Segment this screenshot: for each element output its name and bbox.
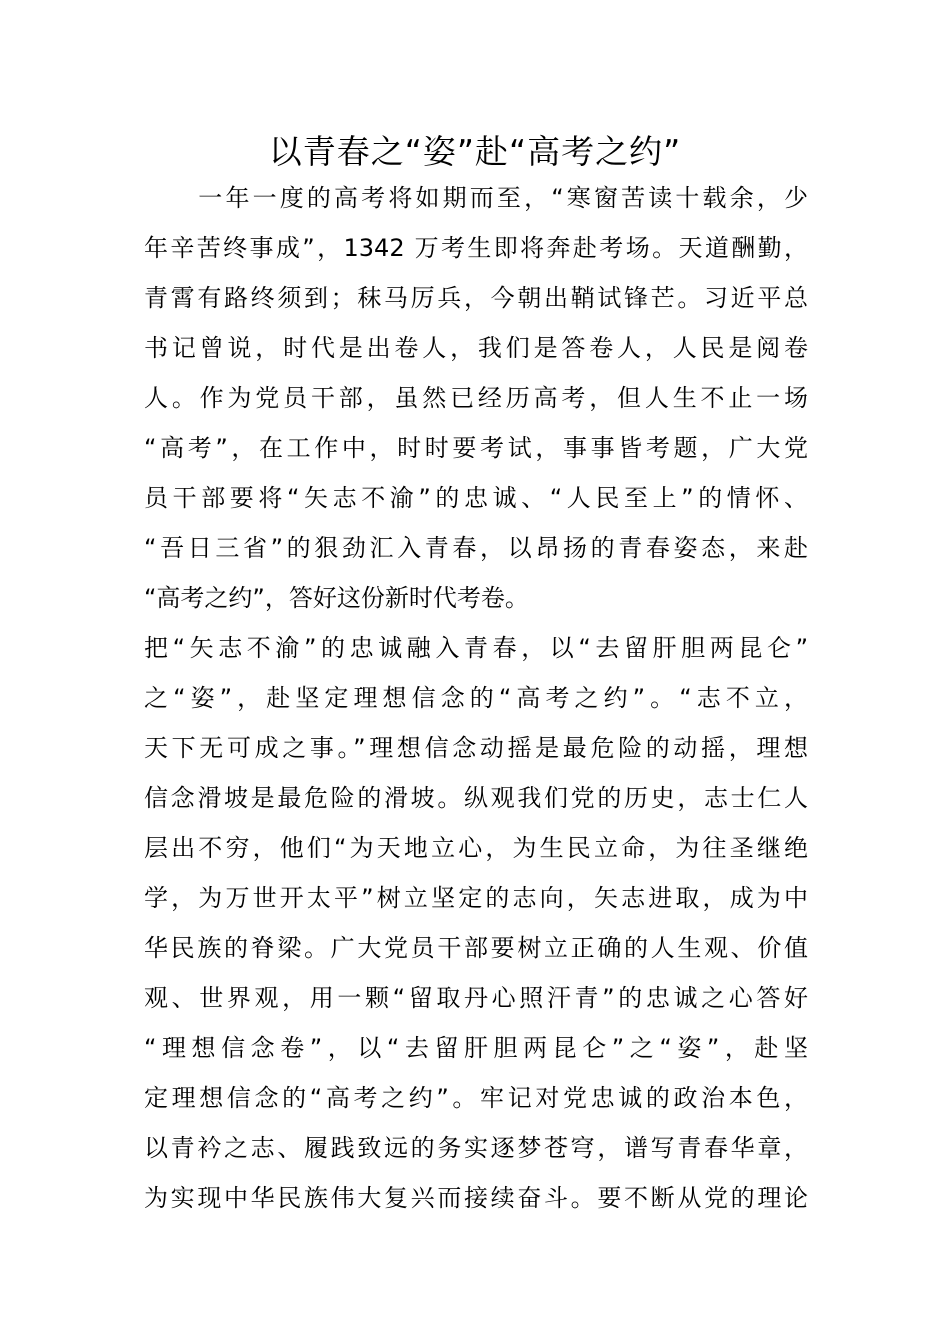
text-line: 之“姿”，赴坚定理想信念的“高考之约”。“志不立， [144, 684, 808, 712]
text-line: 青霄有路终须到；秣马厉兵，今朝出鞘试锋芒。习近平总 [144, 284, 808, 312]
text-line: 观、世界观，用一颗“留取丹心照汗青”的忠诚之心答好 [144, 984, 808, 1012]
text-line: 人。作为党员干部，虽然已经历高考，但人生不止一场 [144, 384, 808, 412]
text-line: “高考之约”，答好这份新时代考卷。 [144, 584, 529, 612]
text-line: 为实现中华民族伟大复兴而接续奋斗。要不断从党的理论 [144, 1184, 808, 1212]
text-line: 天下无可成之事。”理想信念动摇是最危险的动摇，理想 [144, 734, 808, 762]
text-line: 一年一度的高考将如期而至，“寒窗苦读十载余，少 [144, 184, 808, 212]
text-line: “高考”，在工作中，时时要考试，事事皆考题，广大党 [144, 434, 808, 462]
text-line: 信念滑坡是最危险的滑坡。纵观我们党的历史，志士仁人 [144, 784, 808, 812]
document-title: 以青春之“姿”赴“高考之约” [268, 132, 682, 171]
text-line: 以青衿之志、履践致远的务实逐梦苍穹，谱写青春华章， [144, 1134, 808, 1162]
text-line: 把“矢志不渝”的忠诚融入青春，以“去留肝胆两昆仑” [144, 634, 808, 662]
text-line: “理想信念卷”，以“去留肝胆两昆仑”之“姿”，赴坚 [144, 1034, 808, 1062]
text-line: 层出不穷，他们“为天地立心，为生民立命，为往圣继绝 [144, 834, 808, 862]
text-line: 书记曾说，时代是出卷人，我们是答卷人，人民是阅卷 [144, 334, 808, 362]
text-line: 年辛苦终事成”，1342 万考生即将奔赴考场。天道酬勤， [144, 234, 808, 262]
text-line: 华民族的脊梁。广大党员干部要树立正确的人生观、价值 [144, 934, 808, 962]
text-line: 学，为万世开太平”树立坚定的志向，矢志进取，成为中 [144, 884, 808, 912]
text-line: 员干部要将“矢志不渝”的忠诚、“人民至上”的情怀、 [144, 484, 808, 512]
text-line: 定理想信念的“高考之约”。牢记对党忠诚的政治本色， [144, 1084, 808, 1112]
text-line: “吾日三省”的狠劲汇入青春，以昂扬的青春姿态，来赴 [144, 534, 808, 562]
